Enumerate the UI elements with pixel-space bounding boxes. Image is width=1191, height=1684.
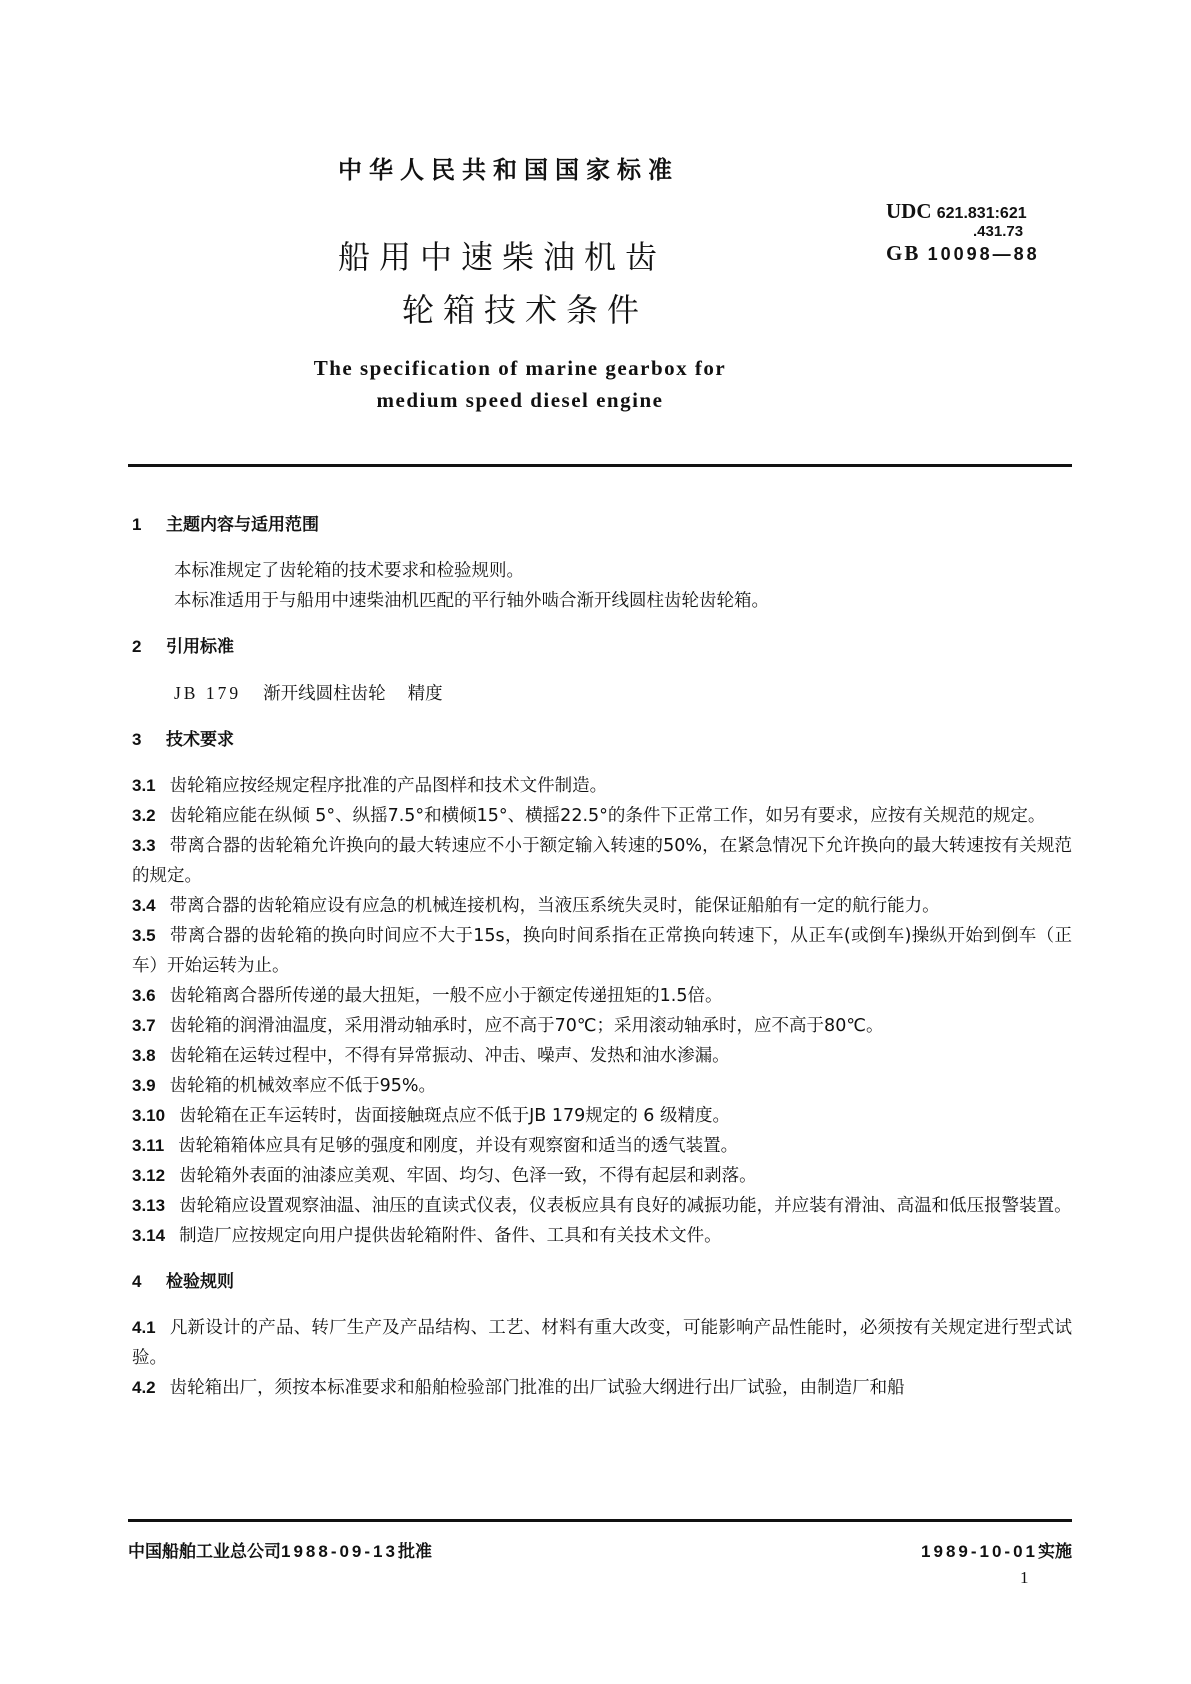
section-heading-1 xyxy=(132,510,1072,540)
section-heading-2 xyxy=(132,632,1072,662)
english-title-line-1: The specification of marine gearbox for xyxy=(313,356,727,380)
clause-number: 3.7 xyxy=(132,1016,156,1035)
referenced-standard xyxy=(132,678,1072,709)
section-number: 4 xyxy=(132,1272,142,1291)
clause-text: 齿轮箱的机械效率应不低于95%。 xyxy=(169,1076,437,1096)
reference-code: JB 179 xyxy=(174,683,242,703)
udc-classification xyxy=(886,200,1027,225)
clause-3-11 xyxy=(132,1131,1072,1161)
clause-number: 3.1 xyxy=(132,776,156,795)
clause-number: 3.6 xyxy=(132,986,156,1005)
clause-3-7 xyxy=(132,1011,1072,1041)
clause-number: 3.12 xyxy=(132,1166,166,1185)
section-title: 引用标准 xyxy=(166,637,234,657)
section-number: 3 xyxy=(132,730,142,749)
clause-text: 齿轮箱应设置观察油温、油压的直读式仪表，仪表板应具有良好的减振功能，并应装有滑油、高温和低压报警装置。 xyxy=(179,1196,1072,1216)
clause-text: 齿轮箱外表面的油漆应美观、牢固、均匀、色泽一致，不得有起层和剥落。 xyxy=(179,1166,757,1186)
clause-text: 齿轮箱在运转过程中，不得有异常振动、冲击、噪声、发热和油水渗漏。 xyxy=(169,1046,730,1066)
clause-text: 齿轮箱离合器所传递的最大扭矩，一般不应小于额定传递扭矩的1.5倍。 xyxy=(169,986,723,1006)
section-number: 1 xyxy=(132,515,142,534)
clause-number: 4.1 xyxy=(132,1318,156,1337)
clause-3-2 xyxy=(132,801,1072,831)
clause-3-1 xyxy=(132,771,1072,801)
approving-authority: 中国船舶工业总公司 xyxy=(128,1542,281,1562)
section-title: 检验规则 xyxy=(166,1272,234,1292)
section-heading-3 xyxy=(132,725,1072,755)
clause-3-8 xyxy=(132,1041,1072,1071)
clause-text: 齿轮箱的润滑油温度，采用滑动轴承时，应不高于70℃；采用滚动轴承时，应不高于80℃。 xyxy=(169,1016,884,1036)
clause-text: 制造厂应按规定向用户提供齿轮箱附件、备件、工具和有关技术文件。 xyxy=(179,1226,722,1246)
scope-paragraph-1: 本标准规定了齿轮箱的技术要求和检验规则。 xyxy=(174,561,524,581)
clause-number: 3.13 xyxy=(132,1196,166,1215)
clause-text: 齿轮箱箱体应具有足够的强度和刚度，并设有观察窗和适当的透气装置。 xyxy=(178,1136,739,1156)
document-title-line-1: 船用中速柴油机齿 xyxy=(338,238,667,276)
clause-3-5 xyxy=(132,921,1072,981)
clause-text: 齿轮箱应按经规定程序批准的产品图样和技术文件制造。 xyxy=(169,776,608,796)
gb-standard-number xyxy=(886,241,1040,266)
clause-number: 3.5 xyxy=(132,926,156,945)
header-divider xyxy=(128,464,1072,467)
gb-number: 10098—88 xyxy=(927,244,1040,264)
clause-number: 3.10 xyxy=(132,1106,166,1125)
approval-info xyxy=(128,1537,432,1562)
clause-text: 齿轮箱在正车运转时，齿面接触斑点应不低于JB 179规定的 6 级精度。 xyxy=(179,1106,730,1126)
clause-number: 3.3 xyxy=(132,836,156,855)
clause-3-12 xyxy=(132,1161,1072,1191)
document-body xyxy=(132,510,1072,1403)
approval-label: 批准 xyxy=(397,1542,432,1562)
page-number: 1 xyxy=(1020,1568,1029,1587)
udc-label: UDC xyxy=(886,199,932,223)
english-title-line-2: medium speed diesel engine xyxy=(376,388,664,412)
clause-3-9 xyxy=(132,1071,1072,1101)
approval-date: 1988-09-13 xyxy=(281,1542,398,1561)
clause-number: 4.2 xyxy=(132,1378,156,1397)
effective-date: 1989-10-01 xyxy=(921,1542,1038,1561)
clause-4-1 xyxy=(132,1313,1072,1373)
clause-number: 3.4 xyxy=(132,896,156,915)
section-title: 技术要求 xyxy=(166,730,234,750)
reference-item: 精度 xyxy=(407,684,443,704)
clause-number: 3.11 xyxy=(132,1136,165,1155)
section-heading-4 xyxy=(132,1267,1072,1297)
clause-3-3 xyxy=(132,831,1072,891)
reference-name: 渐开线圆柱齿轮 xyxy=(263,684,386,704)
clause-number: 3.2 xyxy=(132,806,156,825)
effective-info xyxy=(910,1537,1072,1562)
clause-3-10 xyxy=(132,1101,1072,1131)
clause-text: 齿轮箱应能在纵倾 5°、纵摇7.5°和横倾15°、横摇22.5°的条件下正常工作，如另有要求，应按有关规范的规定。 xyxy=(169,806,1046,826)
clause-number: 3.14 xyxy=(132,1226,166,1245)
clause-text: 带离合器的齿轮箱允许换向的最大转速应不小于额定输入转速的50%，在紧急情况下允许换向的最大转速按有关规范的规定。 xyxy=(132,836,1072,886)
national-standard-heading: 中华人民共和国国家标准 xyxy=(338,156,679,184)
udc-code: 621.831:621 xyxy=(936,205,1027,222)
section-title: 主题内容与适用范围 xyxy=(166,515,319,535)
document-title-line-2: 轮箱技术条件 xyxy=(402,291,649,329)
clause-3-13 xyxy=(132,1191,1072,1221)
scope-paragraph-2: 本标准适用于与船用中速柴油机匹配的平行轴外啮合渐开线圆柱齿轮齿轮箱。 xyxy=(174,591,769,611)
clause-3-6 xyxy=(132,981,1072,1011)
effective-label: 实施 xyxy=(1038,1542,1072,1562)
clause-text: 带离合器的齿轮箱的换向时间应不大于15s，换向时间系指在正常换向转速下，从正车(或倒车)操纵开始到倒车（正车）开始运转为止。 xyxy=(132,926,1072,976)
footer-divider xyxy=(128,1519,1072,1522)
clause-4-2 xyxy=(132,1373,1072,1403)
clause-text: 齿轮箱出厂，须按本标准要求和船舶检验部门批准的出厂试验大纲进行出厂试验，由制造厂和船 xyxy=(169,1378,905,1398)
clause-3-14 xyxy=(132,1221,1072,1251)
section-number: 2 xyxy=(132,637,142,656)
gb-label: GB xyxy=(886,241,921,265)
udc-code-continuation: .431.73 xyxy=(973,223,1024,240)
clause-3-4 xyxy=(132,891,1072,921)
clause-number: 3.9 xyxy=(132,1076,156,1095)
clause-text: 凡新设计的产品、转厂生产及产品结构、工艺、材料有重大改变，可能影响产品性能时，必须按有关规定进行型式试验。 xyxy=(132,1318,1072,1368)
clause-text: 带离合器的齿轮箱应设有应急的机械连接机构，当液压系统失灵时，能保证船舶有一定的航行能力。 xyxy=(169,896,940,916)
clause-number: 3.8 xyxy=(132,1046,156,1065)
